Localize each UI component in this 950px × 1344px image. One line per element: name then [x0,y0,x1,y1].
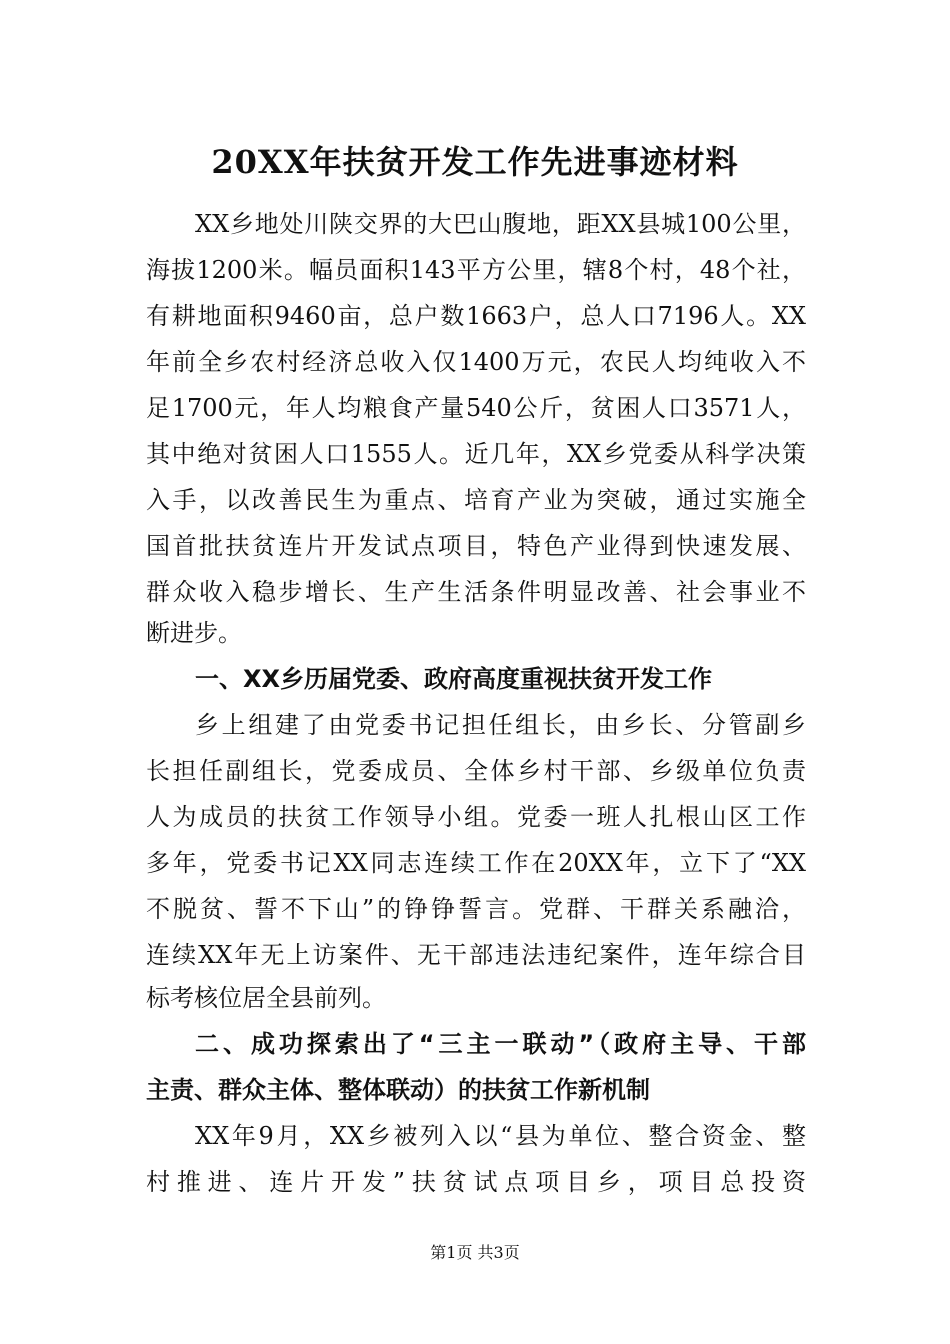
paragraph-line: 足1700元，年人均粮食产量540公斤，贫困人口3571人， [146,394,806,422]
paragraph-line: 多年，党委书记XX同志连续工作在20XX年，立下了“XX [146,849,806,877]
section-heading-2-cont: 主责、群众主体、整体联动）的扶贫工作新机制 [146,1076,650,1104]
paragraph-line: 入手，以改善民生为重点、培育产业为突破，通过实施全 [146,486,806,514]
paragraph-line: 有耕地面积9460亩，总户数1663户，总人口7196人。XX [146,302,806,330]
paragraph-line: 人为成员的扶贫工作领导小组。党委一班人扎根山区工作 [146,803,806,831]
document-title: 20XX年扶贫开发工作先进事迹材料 [211,143,739,181]
paragraph-line: 长担任副组长，党委成员、全体乡村干部、乡级单位负责 [146,757,806,785]
paragraph-line: 村推进、连片开发”扶贫试点项目乡，项目总投资 [146,1168,806,1196]
paragraph-line: 标考核位居全县前列。 [146,984,386,1012]
paragraph-line: 群众收入稳步增长、生产生活条件明显改善、社会事业不 [146,578,806,606]
section-heading-1: 一、XX乡历届党委、政府高度重视扶贫开发工作 [195,665,713,693]
paragraph-line: XX乡地处川陕交界的大巴山腹地，距XX县城100公里， [195,210,806,238]
paragraph-line: 海拔1200米。幅员面积143平方公里，辖8个村，48个社， [146,256,806,284]
paragraph-line: 乡上组建了由党委书记担任组长，由乡长、分管副乡 [195,711,806,739]
paragraph-line: 国首批扶贫连片开发试点项目，特色产业得到快速发展、 [146,532,806,560]
paragraph-line: 其中绝对贫困人口1555人。近几年，XX乡党委从科学决策 [146,440,806,468]
paragraph-line: 连续XX年无上访案件、无干部违法违纪案件，连年综合目 [146,941,806,969]
section-heading-2: 二、成功探索出了“三主一联动”（政府主导、干部 [195,1030,806,1058]
paragraph-line: 不脱贫、誓不下山”的铮铮誓言。党群、干群关系融洽， [146,895,806,923]
paragraph-line: 断进步。 [146,619,242,647]
page-footer: 第1页 共3页 [430,1243,520,1262]
paragraph-line: XX年9月，XX乡被列入以“县为单位、整合资金、整 [195,1122,806,1150]
paragraph-line: 年前全乡农村经济总收入仅1400万元，农民人均纯收入不 [146,348,806,376]
